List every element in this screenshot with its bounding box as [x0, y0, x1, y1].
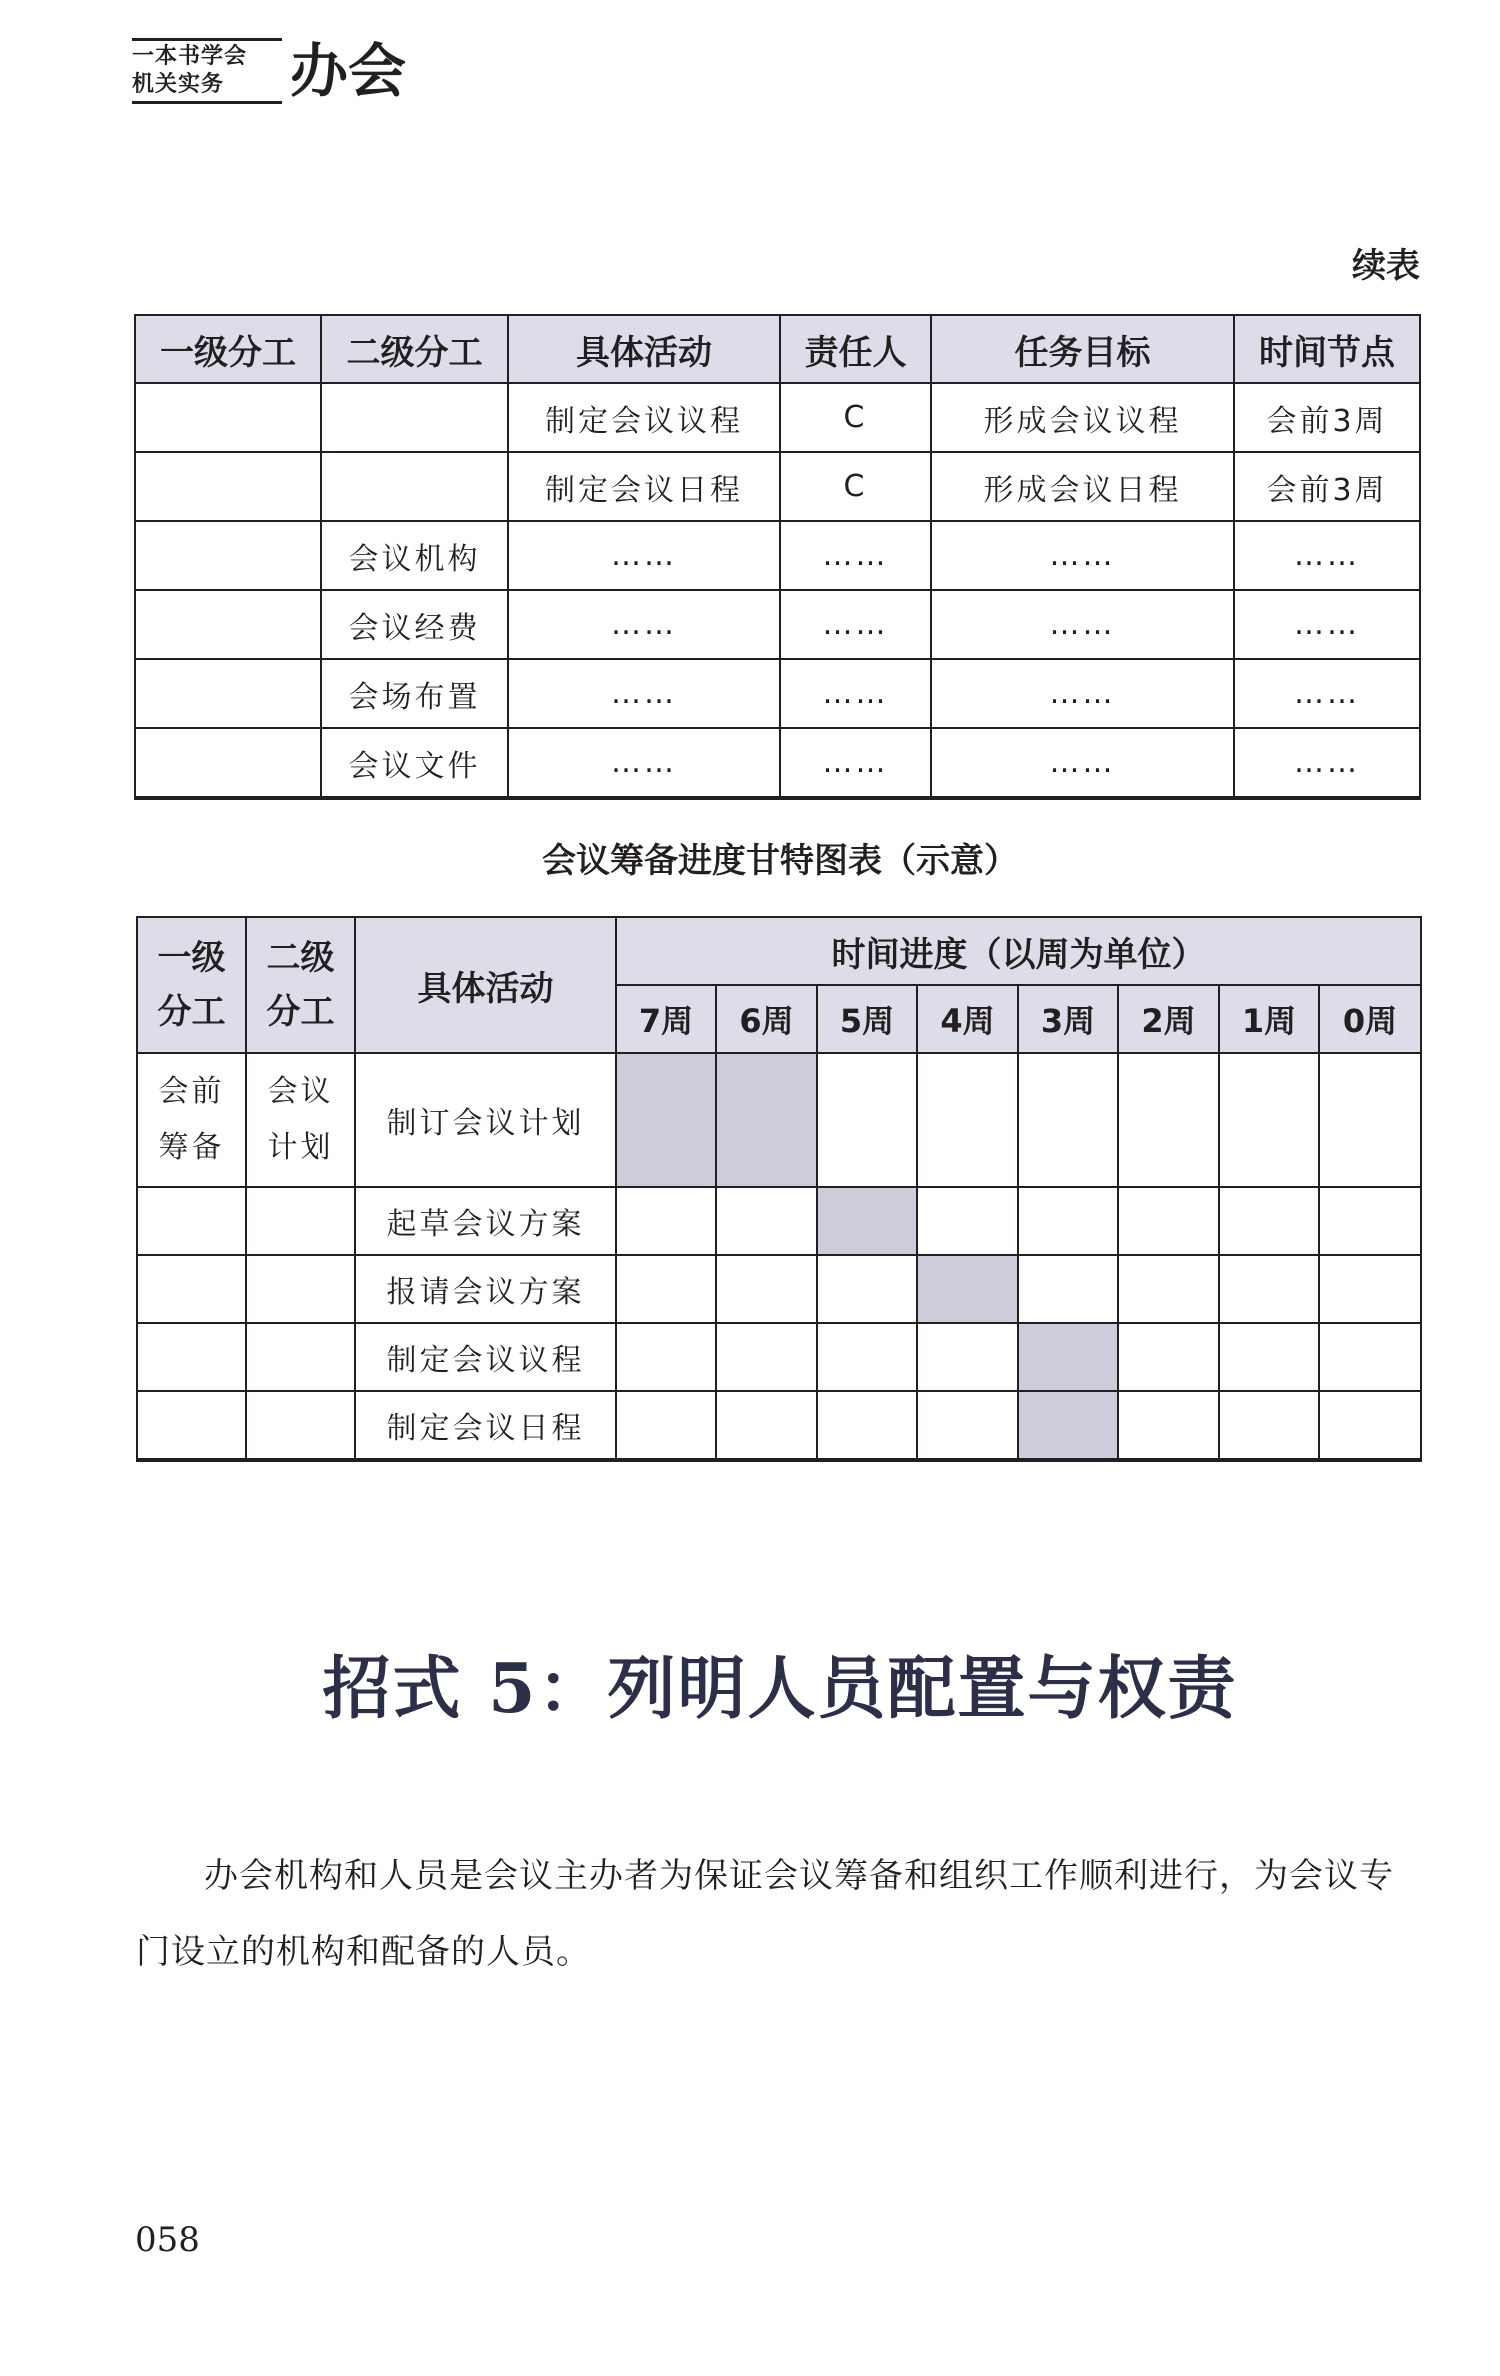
table-cell: 会议文件: [321, 728, 508, 798]
gantt-row: [137, 1255, 1421, 1323]
week-cell: [1118, 1391, 1219, 1460]
week-cell: [716, 1255, 817, 1323]
level2-cell: [246, 1323, 355, 1391]
table-row: [135, 383, 1420, 452]
table-cell: ……: [508, 659, 780, 728]
week-cell: [817, 1053, 917, 1187]
level2-cell: [246, 1255, 355, 1323]
table-cell: C: [780, 452, 931, 521]
header-cell: 一级分工: [135, 315, 321, 383]
table-row: [135, 728, 1420, 798]
week-cell: [1118, 1323, 1219, 1391]
activity-header: 具体活动: [355, 917, 616, 1053]
table-cell: ……: [1234, 659, 1420, 728]
series-name: [132, 38, 282, 104]
table-cell: [321, 383, 508, 452]
gantt-bar: [616, 1053, 716, 1187]
header-cell: 任务目标: [931, 315, 1234, 383]
week-header: 4周: [917, 985, 1018, 1053]
gantt-row: [137, 1323, 1421, 1391]
activity-cell: 制订会议计划: [355, 1053, 616, 1187]
table-cell: 会议经费: [321, 590, 508, 659]
table-cell: 形成会议日程: [931, 452, 1234, 521]
week-header: 7周: [616, 985, 716, 1053]
header-cell: 责任人: [780, 315, 931, 383]
week-cell: [1219, 1053, 1319, 1187]
activity-cell: 制定会议日程: [355, 1391, 616, 1460]
table-cell: 会前3周: [1234, 452, 1420, 521]
header-cell: 二级分工: [321, 315, 508, 383]
table-cell: 会议机构: [321, 521, 508, 590]
task-assignment-table: [134, 314, 1421, 800]
week-cell: [716, 1391, 817, 1460]
week-cell: [817, 1323, 917, 1391]
table-cell: [135, 452, 321, 521]
week-cell: [817, 1391, 917, 1460]
table-cell: ……: [931, 590, 1234, 659]
week-cell: [917, 1053, 1018, 1187]
week-cell: [1219, 1323, 1319, 1391]
header-cell: 时间节点: [1234, 315, 1420, 383]
book-logo: [132, 38, 406, 104]
gantt-table: [136, 916, 1422, 1462]
table-cell: ……: [508, 590, 780, 659]
week-cell: [1219, 1187, 1319, 1255]
activity-cell: 起草会议方案: [355, 1187, 616, 1255]
level1-cell: [137, 1391, 246, 1460]
week-cell: [1118, 1053, 1219, 1187]
week-header: 5周: [817, 985, 917, 1053]
week-cell: [616, 1255, 716, 1323]
week-cell: [616, 1391, 716, 1460]
body-paragraph: 办会机构和人员是会议主办者为保证会议筹备和组织工作顺利进行，为会议专门设立的机构和配备的人员。: [136, 1856, 1394, 1972]
gantt-row: [137, 1391, 1421, 1460]
table-cell: 制定会议议程: [508, 383, 780, 452]
series-line-2: 机关实务: [132, 72, 225, 97]
table-cell: C: [780, 383, 931, 452]
table-cell: ……: [780, 659, 931, 728]
level2-header: 二级分工: [246, 917, 355, 1053]
table-cell: ……: [931, 659, 1234, 728]
level2-cell: 会议计划: [246, 1053, 355, 1187]
gantt-caption: 会议筹备进度甘特图表（示意）: [542, 841, 1018, 881]
table-cell: ……: [780, 728, 931, 798]
table-cell: 会前3周: [1234, 383, 1420, 452]
table-cell: 制定会议日程: [508, 452, 780, 521]
week-cell: [616, 1323, 716, 1391]
book-title: 办会: [290, 37, 407, 105]
week-header: 1周: [1219, 985, 1319, 1053]
level1-cell: [137, 1323, 246, 1391]
level2-cell: [246, 1391, 355, 1460]
level2-cell: [246, 1187, 355, 1255]
table-cell: ……: [1234, 728, 1420, 798]
week-cell: [1219, 1391, 1319, 1460]
week-cell: [716, 1323, 817, 1391]
table-cell: ……: [508, 728, 780, 798]
week-cell: [1018, 1255, 1118, 1323]
table-cell: [321, 452, 508, 521]
week-cell: [1319, 1187, 1421, 1255]
continued-label: 续表: [1352, 246, 1420, 286]
week-cell: [1018, 1187, 1118, 1255]
week-cell: [1118, 1187, 1219, 1255]
gantt-bar: [917, 1255, 1018, 1323]
week-header: 6周: [716, 985, 817, 1053]
week-cell: [1319, 1255, 1421, 1323]
table-cell: ……: [508, 521, 780, 590]
gantt-header-row: [137, 917, 1421, 985]
table-cell: 会场布置: [321, 659, 508, 728]
header-cell: 具体活动: [508, 315, 780, 383]
week-cell: [917, 1187, 1018, 1255]
gantt-row: [137, 1187, 1421, 1255]
table-row: [135, 521, 1420, 590]
week-cell: [1118, 1255, 1219, 1323]
gantt-bar: [1018, 1391, 1118, 1460]
table-cell: ……: [780, 590, 931, 659]
page-number: 058: [135, 2220, 200, 2260]
week-cell: [817, 1255, 917, 1323]
activity-cell: 制定会议议程: [355, 1323, 616, 1391]
table-cell: [135, 521, 321, 590]
week-header: 2周: [1118, 985, 1219, 1053]
level1-cell: 会前筹备: [137, 1053, 246, 1187]
table-cell: [135, 383, 321, 452]
week-cell: [1319, 1053, 1421, 1187]
gantt-bar: [716, 1053, 817, 1187]
week-header: 0周: [1319, 985, 1421, 1053]
activity-cell: 报请会议方案: [355, 1255, 616, 1323]
week-cell: [716, 1187, 817, 1255]
level1-cell: [137, 1187, 246, 1255]
gantt-bar: [1018, 1323, 1118, 1391]
section-heading: 招式 5：列明人员配置与权责: [322, 1649, 1238, 1729]
week-cell: [616, 1187, 716, 1255]
table-row: [135, 452, 1420, 521]
table-cell: [135, 590, 321, 659]
week-cell: [917, 1391, 1018, 1460]
table-cell: [135, 728, 321, 798]
table-row: [135, 590, 1420, 659]
table-cell: ……: [1234, 521, 1420, 590]
table-cell: ……: [780, 521, 931, 590]
table-cell: 形成会议议程: [931, 383, 1234, 452]
gantt-bar: [817, 1187, 917, 1255]
gantt-row: [137, 1053, 1421, 1187]
week-cell: [1018, 1053, 1118, 1187]
week-cell: [1319, 1391, 1421, 1460]
table-cell: [135, 659, 321, 728]
table-cell: ……: [931, 521, 1234, 590]
series-line-1: 一本书学会: [132, 44, 248, 69]
week-cell: [1319, 1323, 1421, 1391]
timeline-header: 时间进度（以周为单位）: [616, 917, 1421, 985]
table-cell: ……: [931, 728, 1234, 798]
table-cell: ……: [1234, 590, 1420, 659]
table-row: [135, 659, 1420, 728]
week-header: 3周: [1018, 985, 1118, 1053]
table-header-row: [135, 315, 1420, 383]
level1-header: 一级分工: [137, 917, 246, 1053]
level1-cell: [137, 1255, 246, 1323]
week-cell: [917, 1323, 1018, 1391]
week-cell: [1219, 1255, 1319, 1323]
